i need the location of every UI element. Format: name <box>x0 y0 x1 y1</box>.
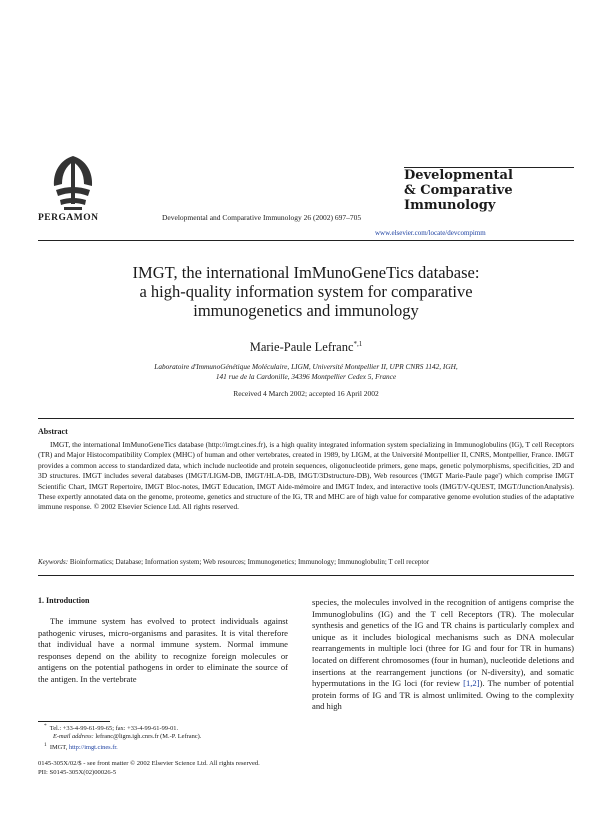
email-address[interactable]: lefranc@ligm.igh.cnrs.fr (M.-P. Lefranc). <box>95 733 202 740</box>
abstract-heading: Abstract <box>38 427 68 436</box>
footnote-url <box>44 741 118 752</box>
journal-title <box>404 168 513 213</box>
article-title <box>38 263 574 320</box>
citation-link[interactable]: [1,2] <box>463 678 480 689</box>
abstract-text: IMGT, the international ImMunoGeneTics database (http://imgt.cines.fr), is a high quality integrated information system specializing in Immunoglobulins (IG), T cell Receptors (TR) and Major Histocompatibility Complex (MHC) of human and other vertebrates, created in 1989, by LIGM, at the Université Montpellier II, CNRS, Montpellier, France. IMGT provides a common access to standardized data, which include nucleotide and protein sequences, oligonucleotide primers, gene maps, genetic polymorphisms, specificities, 2D and 3D structures. IMGT includes several databases (IMGT/LIGM-DB, IMGT/HLA-DB, IMGT/3Dstructure-DB), Web resources ('IMGT Marie-Paule page') which comprise IMGT Scientific Chart, IMGT Repertoire, IMGT Bloc-notes, IMGT Education, IMGT Aide-mémoire and IMGT Index, and interactive tools (IMGT/V-QUEST, IMGT/JunctionAnalysis). These expertly annotated data on the genome, proteome, genetics and structure of the IG, TR and MHC are of high value for comparative genome evolution studies of the adaptative immune response. © 2002 Elsevier Science Ltd. All rights reserved. <box>38 440 574 512</box>
journal-title-line-2: & Comparative <box>404 183 513 198</box>
title-line-2: a high-quality information system for comparative <box>139 282 473 301</box>
right-column-text <box>312 597 574 713</box>
footnote-url-prefix: IMGT, <box>49 744 69 752</box>
copyright-line: 0145-305X/02/$ - see front matter © 2002 Elsevier Science Ltd. All rights reserved. <box>38 760 260 767</box>
title-line-3: immunogenetics and immunology <box>193 301 419 320</box>
author-line <box>38 340 574 355</box>
affiliation-line-2: 141 rue de la Cardonille, 34396 Montpellier Cedex 5, France <box>215 372 397 381</box>
keywords-list: Bioinformatics; Database; Information system; Web resources; Immunogenetics; Immunology; Immunoglobulin; T cell receptor <box>69 558 430 566</box>
received-dates: Received 4 March 2002; accepted 16 April 2002 <box>233 389 379 398</box>
footnote-marker-asterisk: * <box>44 723 47 729</box>
journal-title-line-3: Immunology <box>404 198 496 213</box>
author-footnote-marks[interactable]: *,1 <box>353 340 363 348</box>
section-heading-introduction: 1. Introduction <box>38 596 90 605</box>
email-label: E-mail address: <box>53 733 94 740</box>
left-column-text: The immune system has evolved to protect individuals against pathogenic viruses, micro-organisms and parasites. It is vital therefore that individual have a normal immune system. Normal immune responses depend on the ability to recognize foreign molecules or antigens on the potential pathogens in order to eliminate the source of the antigen. In the vertebrate <box>38 616 288 684</box>
affiliation-line-1: Laboratoire d'ImmunoGénétique Moléculaire, LIGM, Université Montpellier II, UPR CNRS 1142, IGH, <box>154 362 458 371</box>
author-affiliation <box>38 362 574 382</box>
abstract-top-divider <box>38 418 574 419</box>
pergamon-logo-icon <box>38 150 108 220</box>
footnote-email <box>53 732 201 741</box>
title-line-1: IMGT, the international ImMunoGeneTics database: <box>132 263 480 282</box>
abstract-bottom-divider <box>38 575 574 576</box>
author-name: Marie-Paule Lefranc <box>249 340 354 355</box>
right-column-text-part-1: species, the molecules involved in the recognition of antigens comprise the Immunoglobulins (IG) and the T cell Receptors (TR). The molecular synthesis and genetics of the IG and TR chains is particularly complex and unique as it includes biological mechanisms such as DNA molecular rearrangements in multiple loci (three for IG and four for TR in humans) located on different chromosomes (four in human), nucleotide deletions and insertions at the rearrangement junctions (or N-diversity), and somatic hypermutations in the IG loci (for review <box>312 597 574 689</box>
footnote-marker-1: 1 <box>44 742 47 748</box>
journal-url-link[interactable]: www.elsevier.com/locate/devcompimm <box>375 229 486 237</box>
footnote-phone-fax: Tel.: +33-4-99-61-99-65; fax: +33-4-99-61-99-01. <box>49 725 179 733</box>
imgt-url-link[interactable]: http://imgt.cines.fr. <box>68 744 118 752</box>
journal-title-line-1: Developmental <box>404 168 513 183</box>
keywords-label: Keywords: <box>38 558 69 566</box>
publisher-name: PERGAMON <box>38 213 99 223</box>
right-column-text-part-2: ). The number of potential protein forms of IG and TR is almost unlimited. Owing to the complexity and high <box>312 678 575 712</box>
header-divider <box>38 240 574 241</box>
journal-citation: Developmental and Comparative Immunology 26 (2002) 697–705 <box>162 213 362 222</box>
keywords <box>38 558 574 566</box>
pii-line: PII: S0145-305X(02)00026-5 <box>38 769 117 776</box>
